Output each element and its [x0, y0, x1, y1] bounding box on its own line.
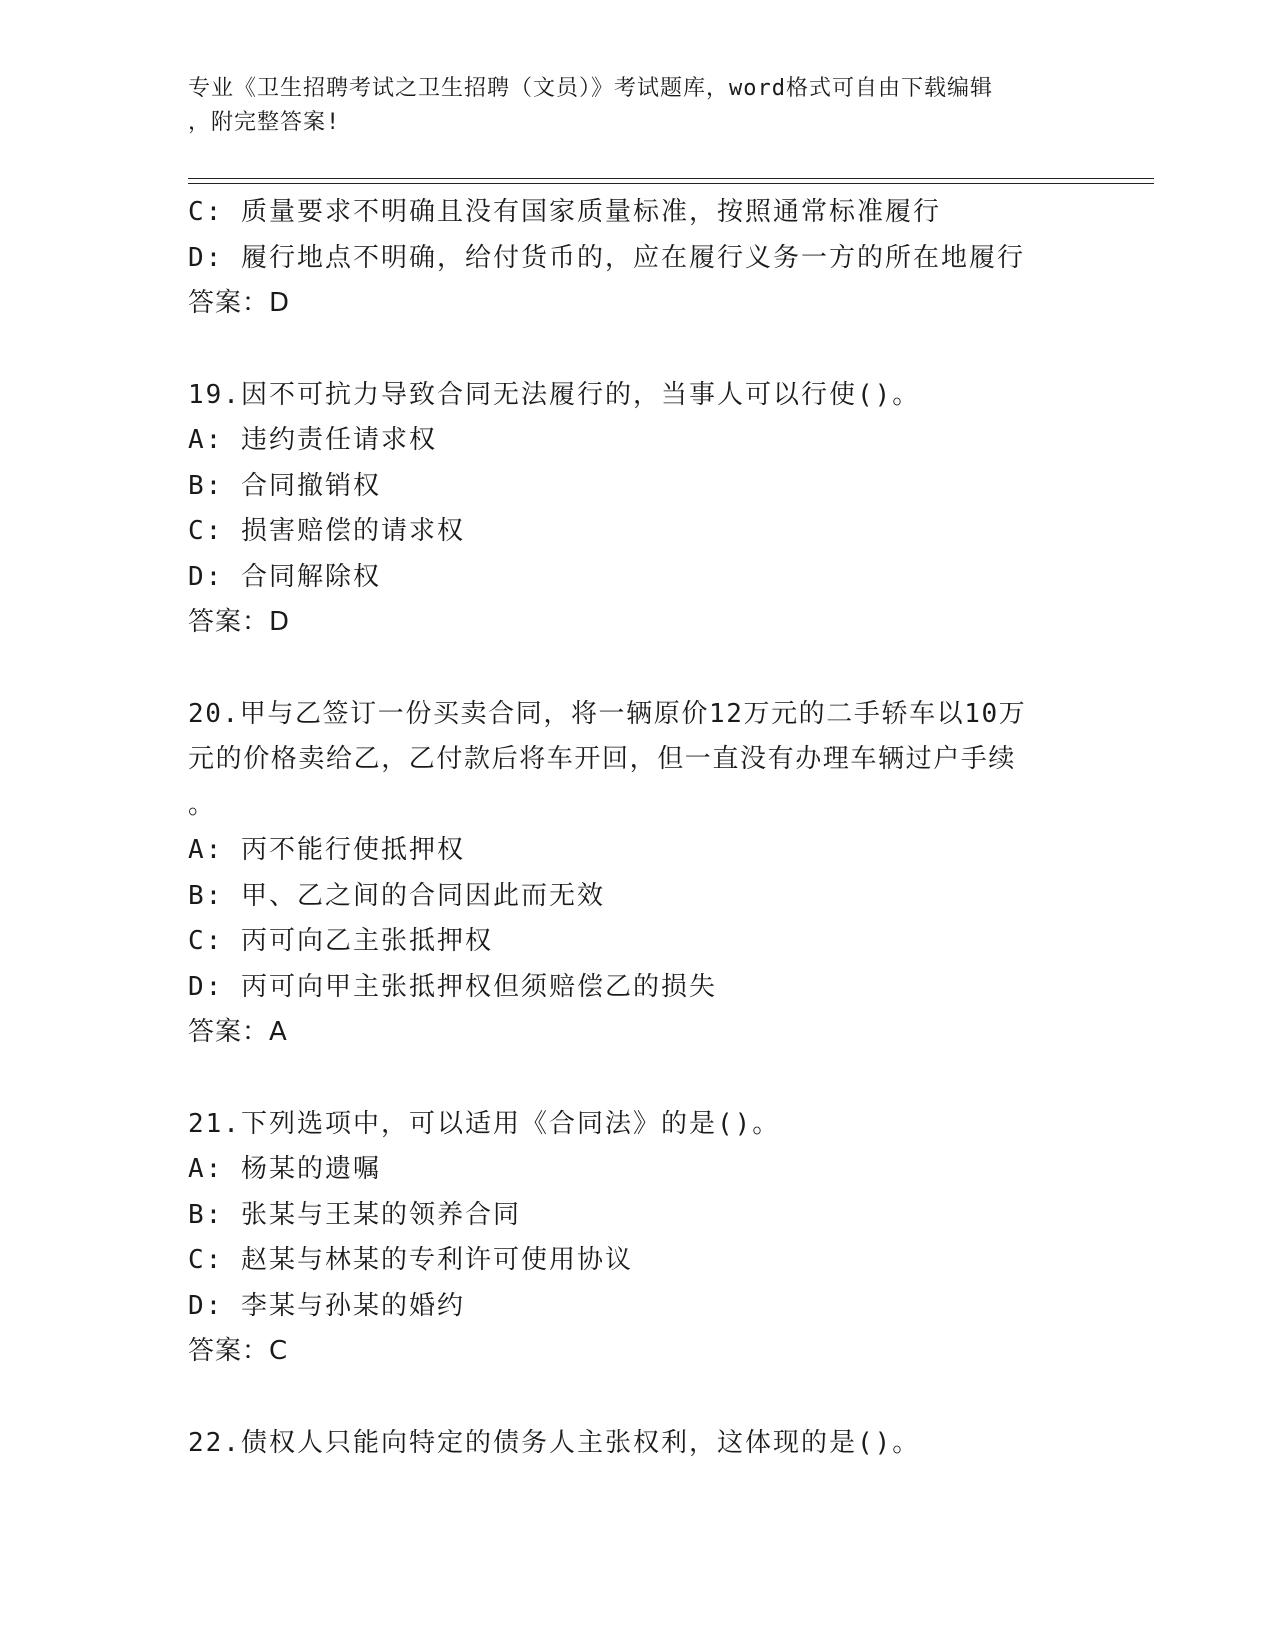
question-stem: 21.下列选项中，可以适用《合同法》的是()。	[188, 1108, 781, 1139]
option-d: D: 李某与孙某的婚约	[188, 1290, 465, 1321]
option-b: B: 张某与王某的领养合同	[188, 1199, 521, 1230]
option-c: C: 赵某与林某的专利许可使用协议	[188, 1245, 633, 1275]
option-c: C: 质量要求不明确且没有国家质量标准，按照通常标准履行	[188, 197, 941, 227]
question-stem: 19.因不可抗力导致合同无法履行的，当事人可以行使()。	[188, 379, 921, 410]
option-a: A: 丙不能行使抵押权	[188, 835, 465, 865]
option-d: D: 合同解除权	[188, 561, 381, 592]
previous-question-tail	[188, 190, 1088, 327]
option-a: A: 杨某的遗嘱	[188, 1154, 381, 1184]
question-stem: 。	[188, 789, 217, 820]
question-list	[188, 190, 1088, 1466]
answer: 答案：A	[188, 1017, 288, 1047]
option-c: C: 丙可向乙主张抵押权	[188, 926, 493, 956]
option-a: A: 违约责任请求权	[188, 425, 437, 455]
option-b: B: 甲、乙之间的合同因此而无效	[188, 880, 605, 911]
option-d: D: 履行地点不明确，给付货币的，应在履行义务一方的所在地履行	[188, 242, 1025, 273]
header-line: 专业《卫生招聘考试之卫生招聘（文员）》考试题库，word格式可自由下载编辑	[188, 76, 993, 101]
option-d: D: 丙可向甲主张抵押权但须赔偿乙的损失	[188, 971, 717, 1002]
question-20	[188, 692, 1088, 1056]
header-line: ，附完整答案!	[188, 110, 341, 135]
answer: 答案：D	[188, 288, 291, 318]
question-stem: 22.债权人只能向特定的债务人主张权利，这体现的是()。	[188, 1427, 921, 1458]
question-19	[188, 373, 1088, 646]
option-b: B: 合同撤销权	[188, 470, 381, 501]
question-21	[188, 1102, 1088, 1375]
header-divider	[188, 183, 1154, 184]
question-stem: 20.甲与乙签订一份买卖合同，将一辆原价12万元的二手轿车以10万	[188, 698, 1027, 729]
document-header	[188, 72, 1068, 140]
answer: 答案：D	[188, 607, 291, 637]
question-stem: 元的价格卖给乙，乙付款后将车开回，但一直没有办理车辆过户手续	[188, 744, 1017, 774]
option-c: C: 损害赔偿的请求权	[188, 516, 465, 546]
header-divider	[188, 178, 1154, 179]
question-22	[188, 1421, 1088, 1467]
answer: 答案：C	[188, 1336, 289, 1366]
